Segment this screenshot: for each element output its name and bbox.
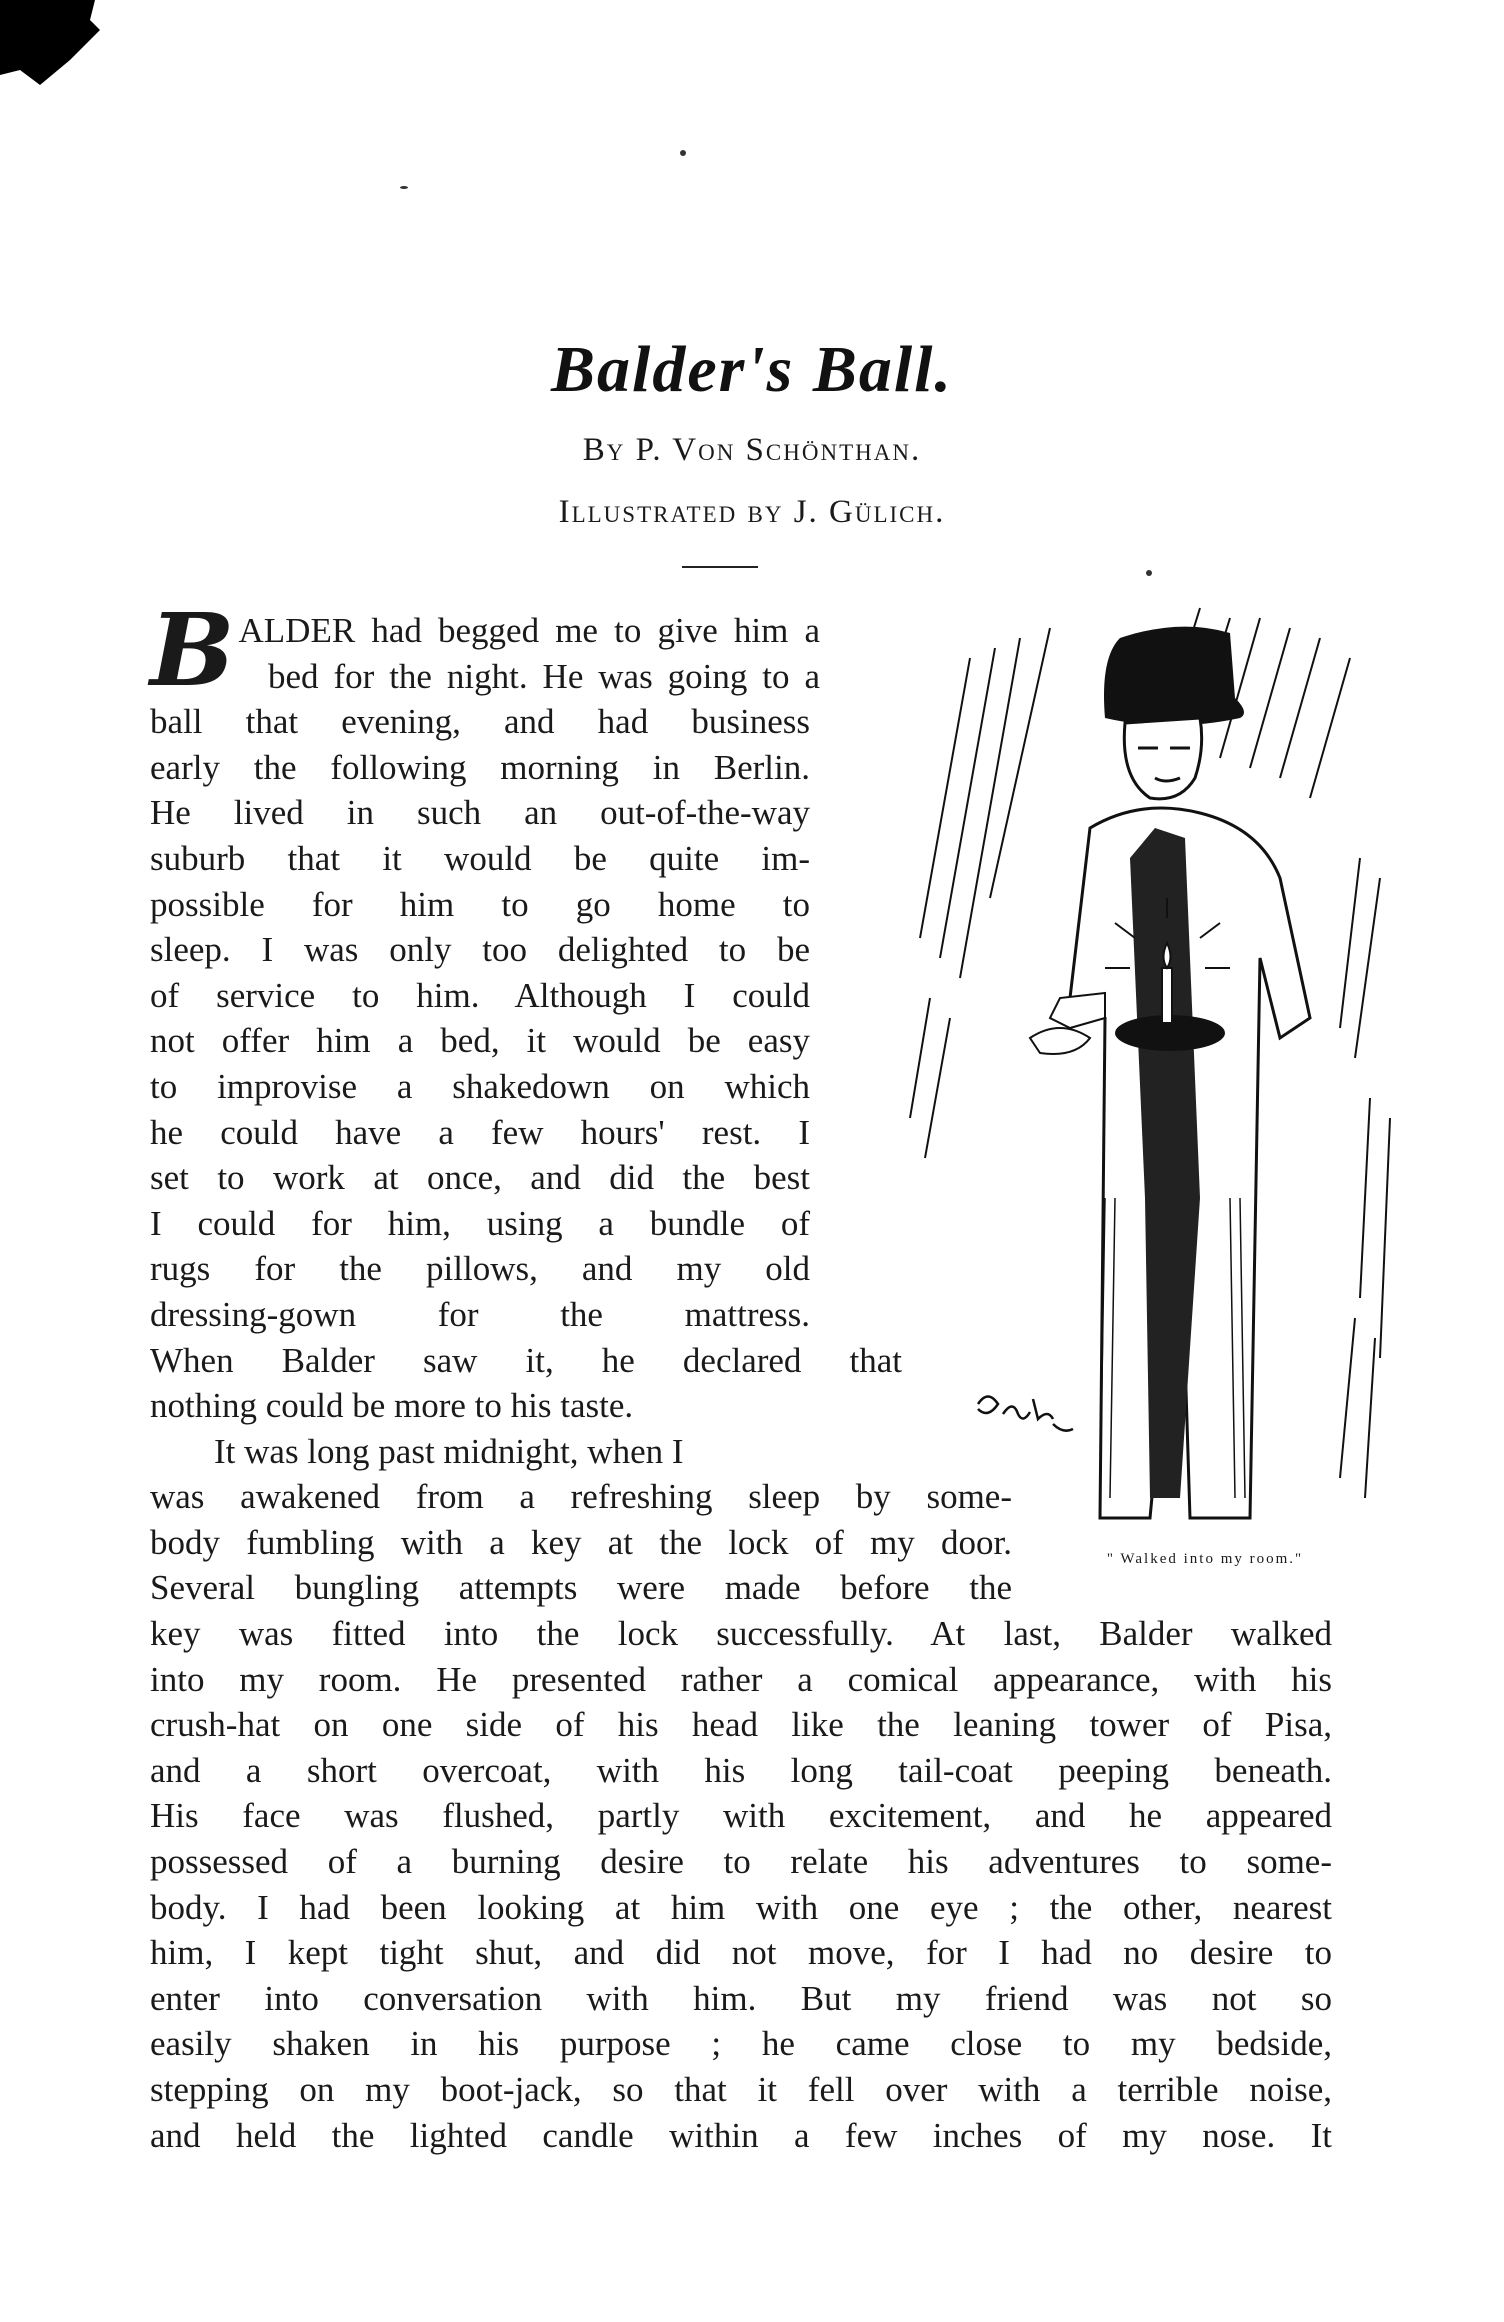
text-line: into my room. He presented rather a comical appearance, with his	[150, 1659, 1332, 1699]
illustrator-credit: Illustrated by J. Gülich.	[558, 494, 946, 530]
text-line: body fumbling with a key at the lock of my door.	[150, 1522, 1012, 1562]
text-line: bed for the night. He was going to a	[268, 656, 820, 696]
text-line: Several bungling attempts were made before the	[150, 1568, 1012, 1608]
text-line: suburb that it would be quite im-	[150, 838, 810, 878]
text-line: not offer him a bed, it would be easy	[150, 1021, 810, 1061]
text-line: His face was flushed, partly with excitement, and he appeared	[150, 1796, 1332, 1836]
text-line: It was long past midnight, when I	[214, 1431, 684, 1471]
title-divider	[682, 566, 758, 568]
text-line: of service to him. Although I could	[150, 975, 810, 1015]
text-line: early the following morning in Berlin.	[150, 747, 810, 787]
text-line: was awakened from a refreshing sleep by some-	[150, 1477, 1012, 1517]
text-line: enter into conversation with him. But my friend was not so	[150, 1978, 1332, 2018]
text-line: BALDER had begged me to give him a	[150, 591, 820, 709]
text-line: crush-hat on one side of his head like the leaning tower of Pisa,	[150, 1705, 1332, 1745]
text-line: dressing-gown for the mattress.	[150, 1294, 810, 1334]
text-line: ball that evening, and had business	[150, 702, 810, 742]
text-line: sleep. I was only too delighted to be	[150, 930, 810, 970]
text-line: body. I had been looking at him with one eye ; the other, nearest	[150, 1887, 1332, 1927]
text-line: He lived in such an out-of-the-way	[150, 793, 810, 833]
author-byline: By P. Von Schönthan.	[582, 432, 922, 468]
text-line: easily shaken in his purpose ; he came close to my bedside,	[150, 2024, 1332, 2064]
text-line: When Balder saw it, he declared that	[150, 1340, 902, 1380]
scan-speck	[680, 150, 686, 156]
text-line: rugs for the pillows, and my old	[150, 1249, 810, 1289]
scan-speck	[1146, 570, 1152, 576]
text-line: key was fitted into the lock successfully. At last, Balder walked	[150, 1614, 1332, 1654]
text-line: set to work at once, and did the best	[150, 1158, 810, 1198]
scan-speck	[400, 186, 408, 189]
text-line: to improvise a shakedown on which	[150, 1066, 810, 1106]
text-line: possessed of a burning desire to relate his adventures to some-	[150, 1842, 1332, 1882]
ink-blot-artifact	[0, 0, 110, 90]
article-title: Balder's Ball.	[550, 333, 954, 406]
text-line: and held the lighted candle within a few inches of my nose. It	[150, 2115, 1332, 2155]
text-line: and a short overcoat, with his long tail-coat peeping beneath.	[150, 1750, 1332, 1790]
drop-cap: B	[150, 591, 235, 709]
illustration-caption: " Walked into my room."	[1106, 1551, 1304, 1567]
text-line: nothing could be more to his taste.	[150, 1386, 634, 1426]
text-line: he could have a few hours' rest. I	[150, 1112, 810, 1152]
text-line: stepping on my boot-jack, so that it fell over with a terrible noise,	[150, 2070, 1332, 2109]
text-line: him, I kept tight shut, and did not move, for I had no desire to	[150, 1933, 1332, 1973]
text-line: possible for him to go home to	[150, 884, 810, 924]
article-body	[150, 591, 1332, 2158]
text-line: I could for him, using a bundle of	[150, 1203, 810, 1243]
